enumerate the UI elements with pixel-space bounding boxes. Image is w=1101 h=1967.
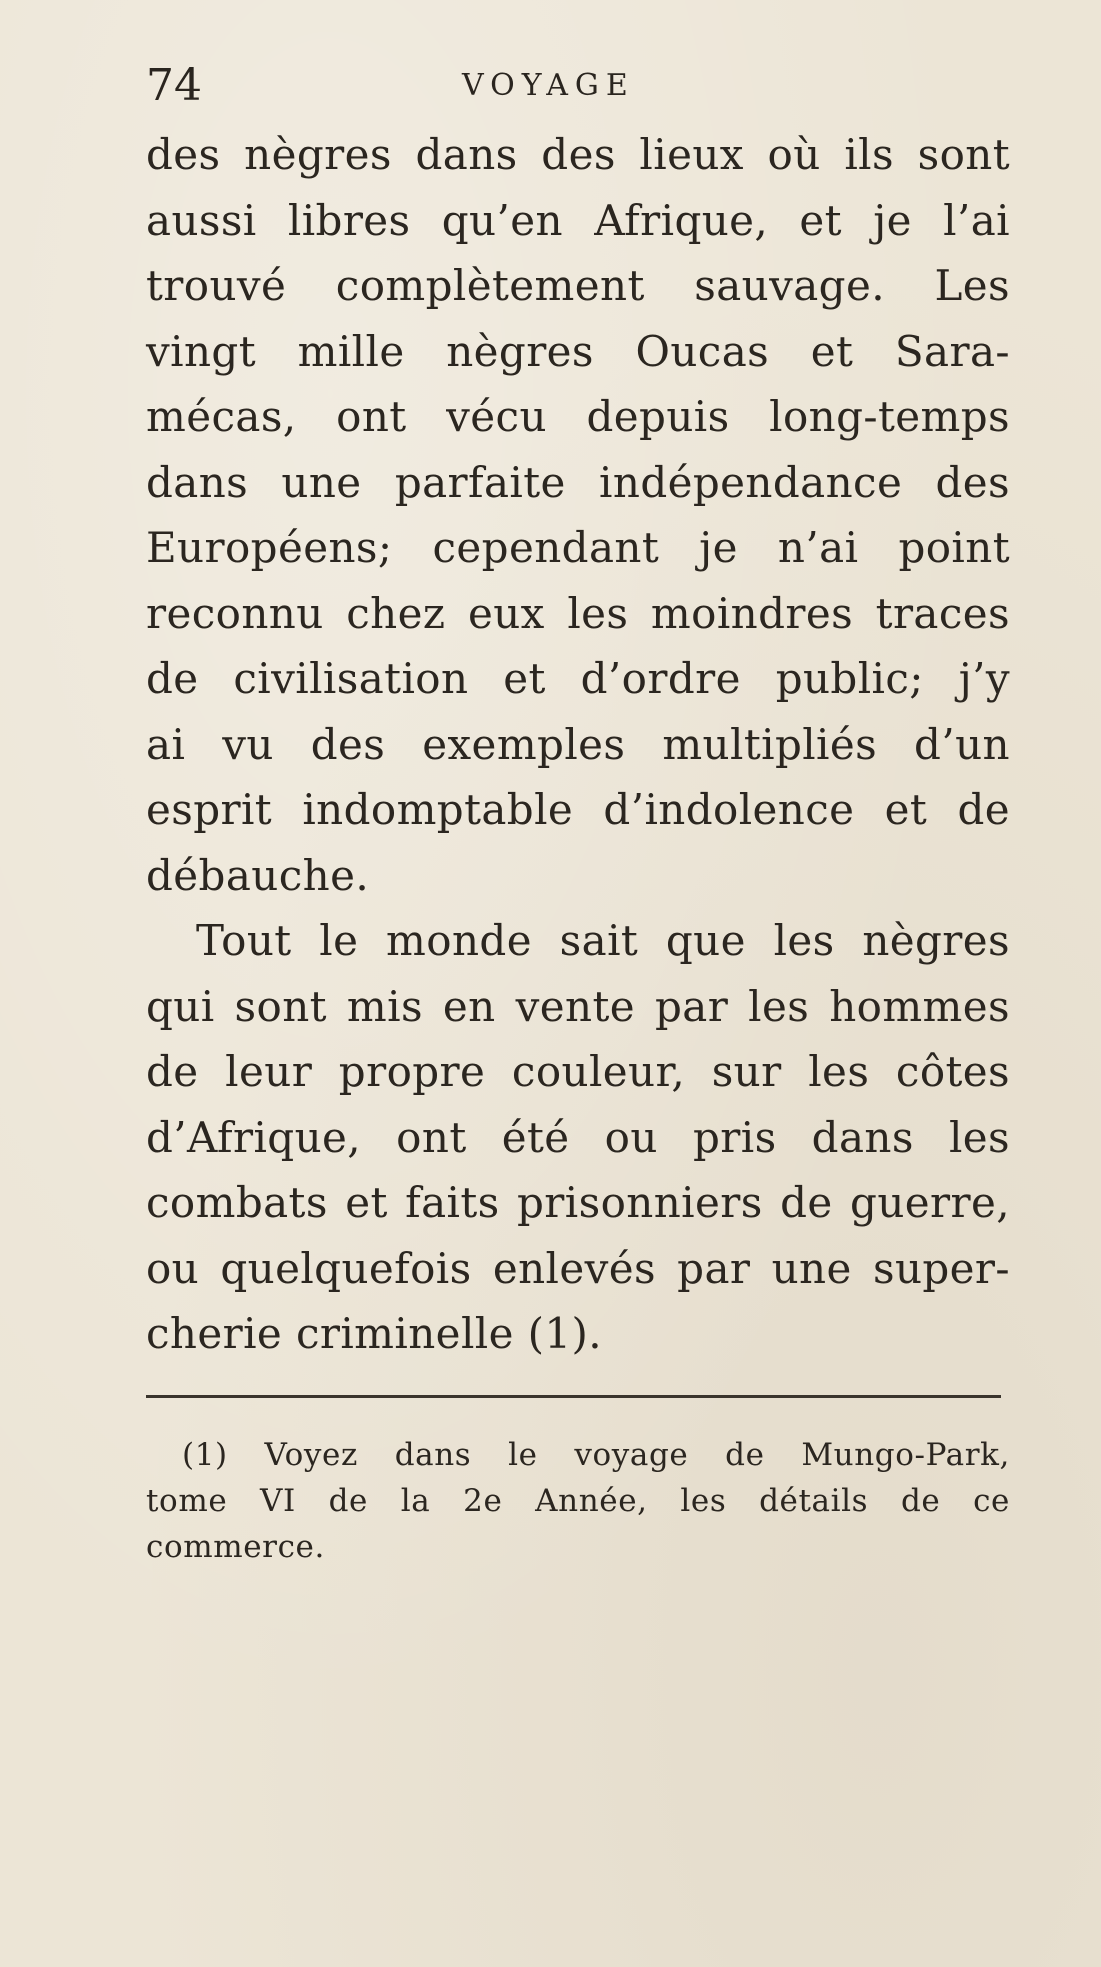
page-header: [146, 58, 1016, 114]
text-line: reconnu chez eux les moindres traces: [146, 588, 1010, 638]
main-text: [146, 122, 1010, 1367]
text-line: combats et faits prisonniers de guerre,: [146, 1178, 1010, 1227]
paragraph-end-line: débauche.: [146, 850, 370, 900]
page-number: 74: [146, 60, 202, 111]
footnote: [146, 1432, 1010, 1570]
text-line: ai vu des exemples multipliés d’un: [146, 719, 1010, 769]
text-line: mécas, ont vécu depuis long-temps: [146, 392, 1010, 441]
running-head: VOYAGE: [462, 68, 635, 103]
text-line: de civilisation et d’ordre public; j’y: [146, 654, 1010, 703]
footnote-line: (1) Voyez dans le voyage de Mungo-Park,: [182, 1437, 1010, 1473]
text-line: aussi libres qu’en Afrique, et je l’ai: [146, 195, 1010, 245]
paragraph-start-line: Tout le monde sait que les nègres: [196, 916, 1010, 965]
text-line: d’Afrique, ont été ou pris dans les: [146, 1112, 1010, 1162]
text-line: ou quelquefois enlevés par une super-: [146, 1243, 1010, 1293]
footnote-rule: [146, 1395, 1001, 1398]
text-line: trouvé complètement sauvage. Les: [146, 261, 1010, 310]
text-line: de leur propre couleur, sur les côtes: [146, 1047, 1010, 1096]
footnote-line: commerce.: [146, 1529, 325, 1565]
text-line: esprit indomptable d’indolence et de: [146, 785, 1010, 834]
text-line: qui sont mis en vente par les hommes: [146, 981, 1010, 1031]
footnote-line: tome VI de la 2e Année, les détails de ce: [146, 1483, 1010, 1519]
text-line: des nègres dans des lieux où ils sont: [146, 130, 1010, 179]
paragraph-end-line: cherie criminelle (1).: [146, 1309, 603, 1358]
text-line: vingt mille nègres Oucas et Sara-: [146, 326, 1010, 376]
text-line: Européens; cependant je n’ai point: [146, 523, 1010, 572]
text-line: dans une parfaite indépendance des: [146, 457, 1010, 507]
